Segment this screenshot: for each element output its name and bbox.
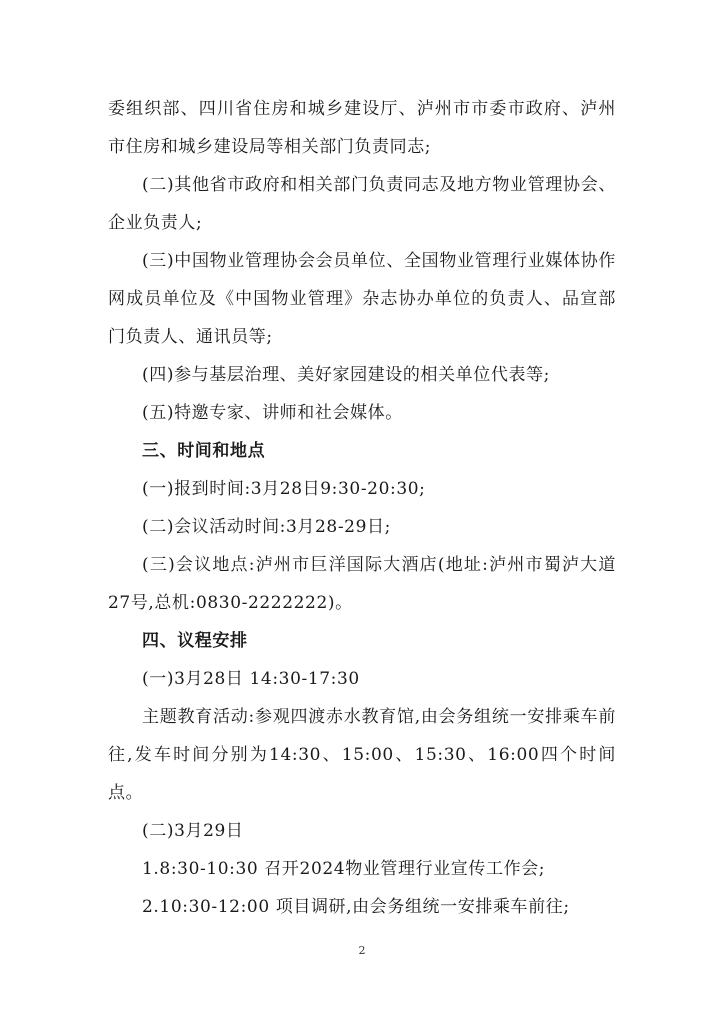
page-number: 2: [358, 944, 366, 957]
paragraph-agenda-day2-item2: 2.10:30-12:00 项目调研,由会务组统一安排乘车前往;: [142, 897, 570, 917]
document-body: [108, 90, 616, 926]
paragraph-agenda-day2: (二)3月29日: [142, 821, 244, 841]
paragraph-attendees-4: (四)参与基层治理、美好家园建设的相关单位代表等;: [142, 365, 550, 385]
paragraph-attendees-5: (五)特邀专家、讲师和社会媒体。: [142, 403, 403, 423]
paragraph-attendees-continuation: 委组织部、四川省住房和城乡建设厅、泸州市市委市政府、泸州市住房和城乡建设局等相关部门负责同志;: [108, 99, 616, 157]
section-heading-agenda: 四、议程安排: [142, 631, 248, 651]
paragraph-attendees-2: (二)其他省市政府和相关部门负责同志及地方物业管理协会、企业负责人;: [108, 175, 616, 233]
paragraph-agenda-day2-item1: 1.8:30-10:30 召开2024物业管理行业宣传工作会;: [142, 859, 546, 879]
paragraph-attendees-3: (三)中国物业管理协会会员单位、全国物业管理行业媒体协作网成员单位及《中国物业管理》杂志协办单位的负责人、品宣部门负责人、通讯员等;: [108, 251, 616, 347]
section-heading-time-place: 三、时间和地点: [142, 441, 266, 461]
paragraph-checkin-time: (一)报到时间:3月28日9:30-20:30;: [142, 479, 426, 499]
paragraph-meeting-venue: (三)会议地点:泸州市巨洋国际大酒店(地址:泸州市蜀泸大道27号,总机:0830-2222222)。: [108, 555, 616, 613]
paragraph-meeting-time: (二)会议活动时间:3月28-29日;: [142, 517, 391, 537]
paragraph-agenda-day1-activity: 主题教育活动:参观四渡赤水教育馆,由会务组统一安排乘车前往,发车时间分别为14:30、15:00、15:30、16:00四个时间点。: [108, 707, 616, 803]
paragraph-agenda-day1: (一)3月28日 14:30-17:30: [142, 669, 360, 689]
